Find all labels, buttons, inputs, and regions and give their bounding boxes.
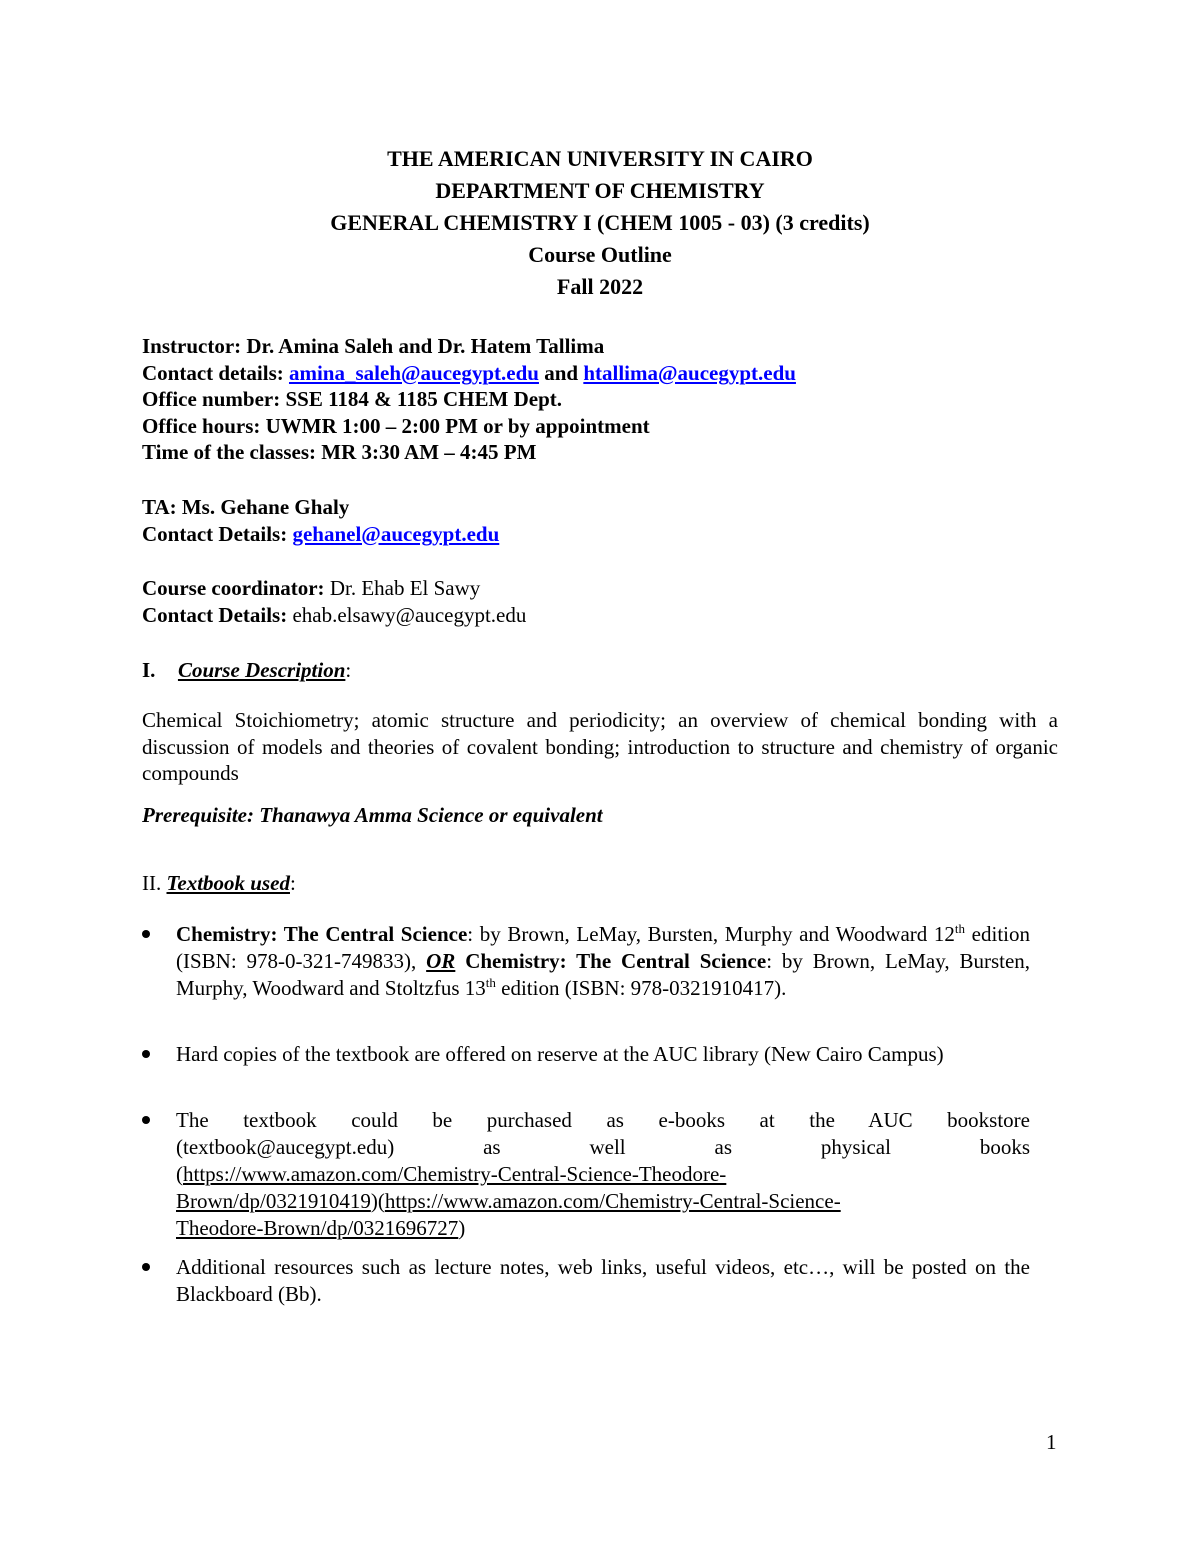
paren-mid: )( xyxy=(370,1189,385,1213)
section-2-heading xyxy=(142,870,1058,897)
instructor-email-2[interactable]: htallima@aucegypt.edu xyxy=(583,360,796,385)
instructor-line: Instructor: Dr. Amina Saleh and Dr. Hatem Tallima xyxy=(142,334,605,358)
page-number: 1 xyxy=(1046,1430,1057,1454)
or-text: OR xyxy=(426,949,456,973)
book-1-details: : by Brown, LeMay, Bursten, Murphy and Woodward 12 xyxy=(467,922,955,946)
coordinator-line xyxy=(142,575,1058,602)
course-description: Chemical Stoichiometry; atomic structure and periodicity; an overview of chemical bonding with a discussion of models and theories of covalent bonding; introduction to structure and chemistry of organic compounds xyxy=(142,708,1058,785)
bullet-1-text xyxy=(176,921,1030,1002)
amazon-link-1-cont[interactable]: Brown/dp/0321910419 xyxy=(176,1189,371,1213)
course-title: GENERAL CHEMISTRY I (CHEM 1005 - 03) (3 credits) xyxy=(330,210,870,235)
bullet-3-line-3 xyxy=(176,1161,1030,1188)
superscript: th xyxy=(485,975,496,990)
document-type: Course Outline xyxy=(528,242,672,267)
prerequisite: Prerequisite: Thanawya Amma Science or equivalent xyxy=(142,803,603,827)
university-name: THE AMERICAN UNIVERSITY IN CAIRO xyxy=(387,146,813,171)
contact-label: Contact details: xyxy=(142,360,284,385)
bullet-icon xyxy=(142,1050,150,1058)
bullet-icon xyxy=(142,1116,150,1124)
and-text: and xyxy=(544,360,579,385)
coordinator-label: Course coordinator: xyxy=(142,576,325,600)
amazon-link-2-cont[interactable]: Theodore-Brown/dp/0321696727 xyxy=(176,1216,459,1240)
book-1-isbn: edition (ISBN: 978-0-321-749833), xyxy=(176,922,1030,973)
ta-email[interactable]: gehanel@aucegypt.edu xyxy=(292,521,500,546)
bullet-3-text xyxy=(176,1107,1030,1242)
paren-close: ) xyxy=(458,1216,466,1240)
document-header xyxy=(0,143,1200,303)
section-2-number: II. xyxy=(142,871,162,895)
bullet-2-text: Hard copies of the textbook are offered on reserve at the AUC library (New Cairo Campus) xyxy=(176,1042,944,1066)
section-1-title: Course Description xyxy=(177,658,346,682)
coordinator-contact xyxy=(142,602,1058,629)
office-hours: Office hours: UWMR 1:00 – 2:00 PM or by appointment xyxy=(142,413,650,438)
ta-contact-label: Contact Details: xyxy=(142,521,288,546)
book-2-details: : by Brown, LeMay, Bursten, Murphy, Woodward and Stoltzfus 13 xyxy=(176,949,1031,1000)
bullet-icon xyxy=(142,1263,150,1271)
bullet-3-line-2: (textbook@aucegypt.edu) as well as physical books xyxy=(176,1135,1030,1159)
section-1-colon: : xyxy=(345,658,352,682)
instructor-email-1[interactable]: amina_saleh@aucegypt.edu xyxy=(288,360,539,385)
bullet-icon xyxy=(142,930,150,938)
coordinator-email: ehab.elsawy@aucegypt.edu xyxy=(292,602,527,627)
coordinator-contact-label: Contact Details: xyxy=(142,602,288,627)
ta-contact xyxy=(142,521,1058,548)
book-2-isbn: edition (ISBN: 978-0321910417). xyxy=(495,976,787,1000)
bullet-3-line-4 xyxy=(176,1188,1030,1215)
coordinator-block xyxy=(142,575,1058,628)
instructor-contact xyxy=(142,360,1058,387)
bullet-3-line-1: The textbook could be purchased as e-books at the AUC bookstore xyxy=(176,1108,1030,1132)
term: Fall 2022 xyxy=(556,274,644,299)
coordinator-name: Dr. Ehab El Sawy xyxy=(329,576,481,600)
section-1-heading xyxy=(142,657,1058,684)
superscript: th xyxy=(954,921,966,936)
ta-line: TA: Ms. Gehane Ghaly xyxy=(142,495,350,519)
office-number: Office number: SSE 1184 & 1185 CHEM Dept. xyxy=(142,387,562,411)
section-2-colon: : xyxy=(289,871,296,895)
book-title: Chemistry: The Central Science xyxy=(176,922,468,946)
instructor-block xyxy=(142,333,1058,466)
amazon-link-2[interactable]: https://www.amazon.com/Chemistry-Central-Science- xyxy=(384,1189,841,1213)
class-time: Time of the classes: MR 3:30 AM – 4:45 PM xyxy=(142,440,537,464)
ta-block xyxy=(142,494,1058,547)
section-2-title: Textbook used xyxy=(166,871,290,895)
bullet-4-text: Additional resources such as lecture notes, web links, useful videos, etc…, will be posted on the Blackboard (Bb). xyxy=(176,1255,1030,1306)
book-title-2: Chemistry: The Central Science xyxy=(465,949,767,973)
amazon-link-1[interactable]: https://www.amazon.com/Chemistry-Central-Science-Theodore- xyxy=(183,1162,727,1186)
section-1-number: I. xyxy=(142,658,156,682)
bullet-3-line-5 xyxy=(176,1215,1030,1242)
department-name: DEPARTMENT OF CHEMISTRY xyxy=(435,178,765,203)
paren-open: ( xyxy=(176,1162,183,1186)
